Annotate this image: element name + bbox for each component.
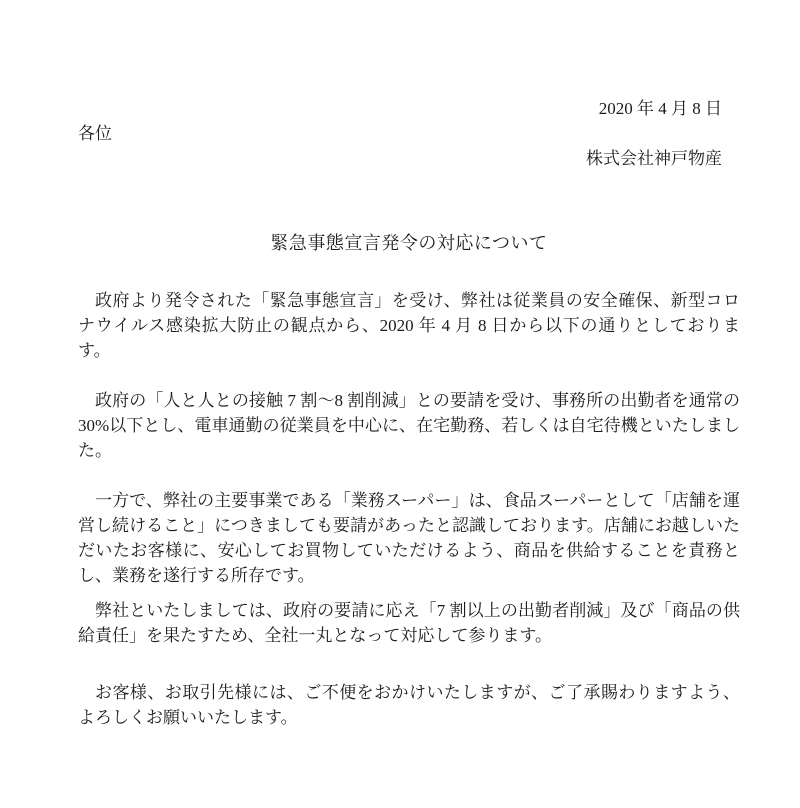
paragraph-gyomu-super: 一方で、弊社の主要事業である「業務スーパー」は、食品スーパーとして「店舗を運営し続けること」につきましても要請があったと認識しております。店舗にお越しいただいたお客様に、安心してお買物していただけるよう、商品を供給することを責務とし、業務を遂行する所存です。 (78, 491, 740, 585)
document-content (78, 96, 740, 730)
paragraph-company-response: 弊社といたしましては、政府の要請に応え「7 割以上の出勤者削減」及び「商品の供給責任」を果たすため、全社一丸となって対応して参ります。 (78, 601, 740, 645)
document-title: 緊急事態宣言発令の対応について (270, 233, 548, 253)
paragraph-contact-reduction: 政府の「人と人との接触 7 割～8 割削減」との要請を受け、事務所の出勤者を通常の 30%以下とし、電車通勤の従業員を中心に、在宅勤務、若しくは自宅待機といたしました。 (78, 391, 740, 460)
company-name: 株式会社神戸物産 (586, 149, 722, 168)
recipient-line: 各位 (78, 124, 112, 143)
date-line: 2020 年 4 月 8 日 (598, 99, 722, 118)
paragraph-government-declaration: 政府より発令された「緊急事態宣言」を受け、弊社は従業員の安全確保、新型コロナウイルス感染拡大防止の観点から、2020 年 4 月 8 日から以下の通りとしております。 (78, 291, 740, 360)
paragraph-closing: お客様、お取引先様には、ご不便をおかけいたしますが、ご了承賜わりますよう、よろしくお願いいたします。 (78, 683, 740, 727)
